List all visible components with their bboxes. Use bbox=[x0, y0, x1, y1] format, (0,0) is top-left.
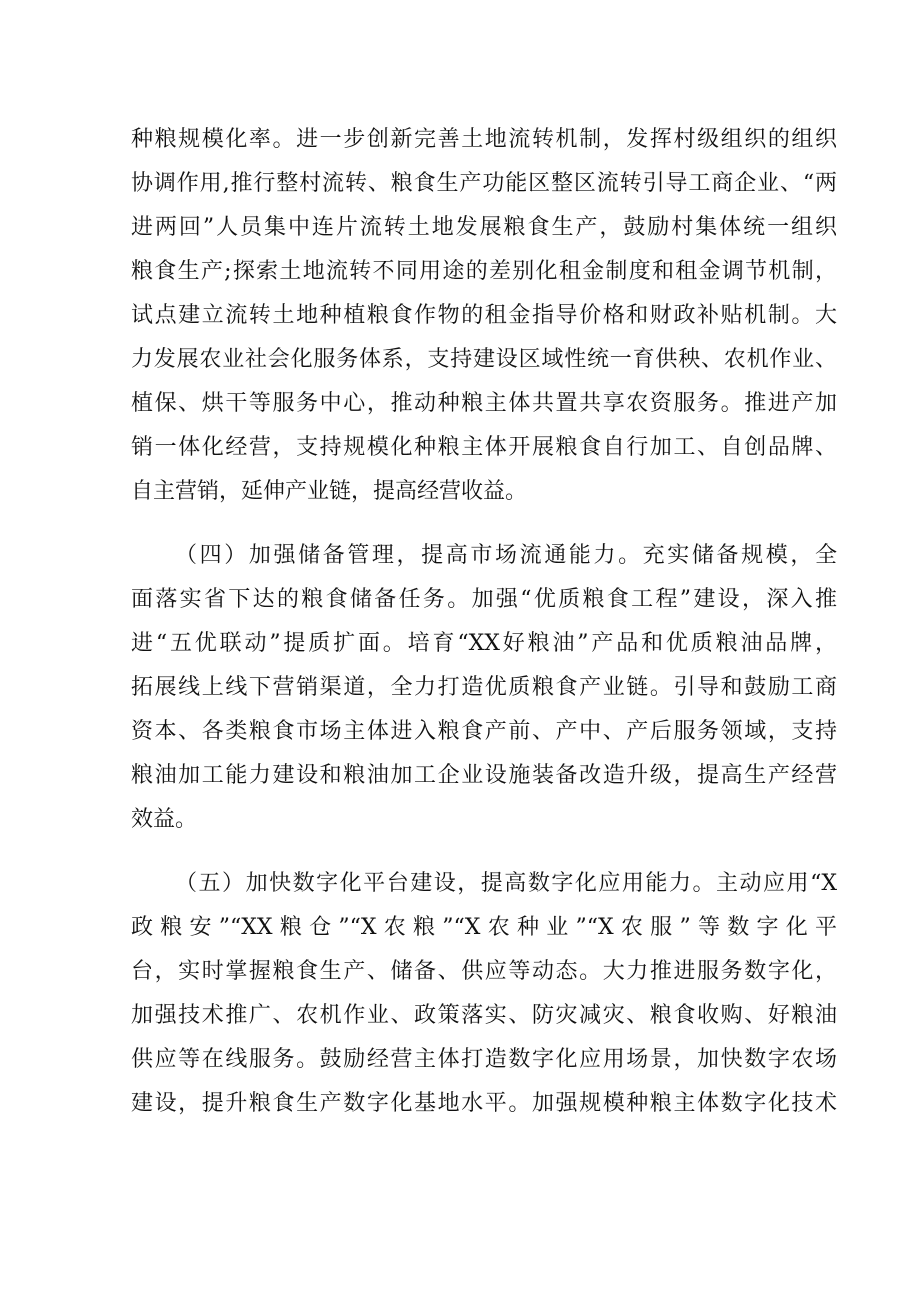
text-line: 进两回”人员集中连片流转土地发展粮食生产，鼓励村集体统一组织 bbox=[131, 215, 837, 240]
text-line: 资本、各类粮食市场主体进入粮食产前、产中、产后服务领域，支持 bbox=[131, 719, 837, 744]
section-heading-line: （五）加快数字化平台建设，提高数字化应用能力。主动应用“X bbox=[175, 871, 837, 896]
text-line: 自主营销，延伸产业链，提高经营收益。 bbox=[131, 479, 528, 504]
text-line: 粮食生产;探索土地流转不同用途的差别化租金制度和租金调节机制， bbox=[131, 259, 837, 284]
text-line: 种粮规模化率。进一步创新完善土地流转机制，发挥村级组织的组织 bbox=[131, 127, 837, 152]
text-line: 政粮安”“XX粮仓”“X农粮”“X农种业”“X农服”等数字化平 bbox=[131, 915, 837, 940]
document-body bbox=[131, 118, 837, 1126]
paragraph-section-5 bbox=[131, 862, 837, 1126]
text-line: 进“五优联动”提质扩面。培育“XX好粮油”产品和优质粮油品牌， bbox=[131, 631, 837, 656]
text-line: 效益。 bbox=[131, 807, 198, 832]
paragraph-continuation bbox=[131, 118, 837, 514]
text-line: 协调作用,推行整村流转、粮食生产功能区整区流转引导工商企业、“两 bbox=[131, 171, 837, 196]
text-line: 植保、烘干等服务中心，推动种粮主体共置共享农资服务。推进产加 bbox=[131, 391, 837, 416]
text-line: 台，实时掌握粮食生产、储备、供应等动态。大力推进服务数字化， bbox=[131, 959, 837, 984]
paragraph-spacer bbox=[131, 514, 837, 534]
paragraph-section-4 bbox=[131, 534, 837, 842]
text-line: 加强技术推广、农机作业、政策落实、防灾减灾、粮食收购、好粮油 bbox=[131, 1003, 837, 1028]
text-line: 拓展线上线下营销渠道，全力打造优质粮食产业链。引导和鼓励工商 bbox=[131, 675, 837, 700]
text-line: 销一体化经营，支持规模化种粮主体开展粮食自行加工、自创品牌、 bbox=[131, 435, 837, 460]
text-line: 供应等在线服务。鼓励经营主体打造数字化应用场景，加快数字农场 bbox=[131, 1047, 837, 1072]
text-line: 建设，提升粮食生产数字化基地水平。加强规模种粮主体数字化技术 bbox=[131, 1091, 837, 1116]
text-line: 粮油加工能力建设和粮油加工企业设施装备改造升级，提高生产经营 bbox=[131, 763, 837, 788]
paragraph-spacer bbox=[131, 842, 837, 862]
text-line: 试点建立流转土地种植粮食作物的租金指导价格和财政补贴机制。大 bbox=[131, 303, 837, 328]
text-line: 力发展农业社会化服务体系，支持建设区域性统一育供秧、农机作业、 bbox=[131, 347, 837, 372]
section-heading-line: （四）加强储备管理，提高市场流通能力。充实储备规模，全 bbox=[175, 543, 837, 568]
text-line: 面落实省下达的粮食储备任务。加强“优质粮食工程”建设，深入推 bbox=[131, 587, 837, 612]
